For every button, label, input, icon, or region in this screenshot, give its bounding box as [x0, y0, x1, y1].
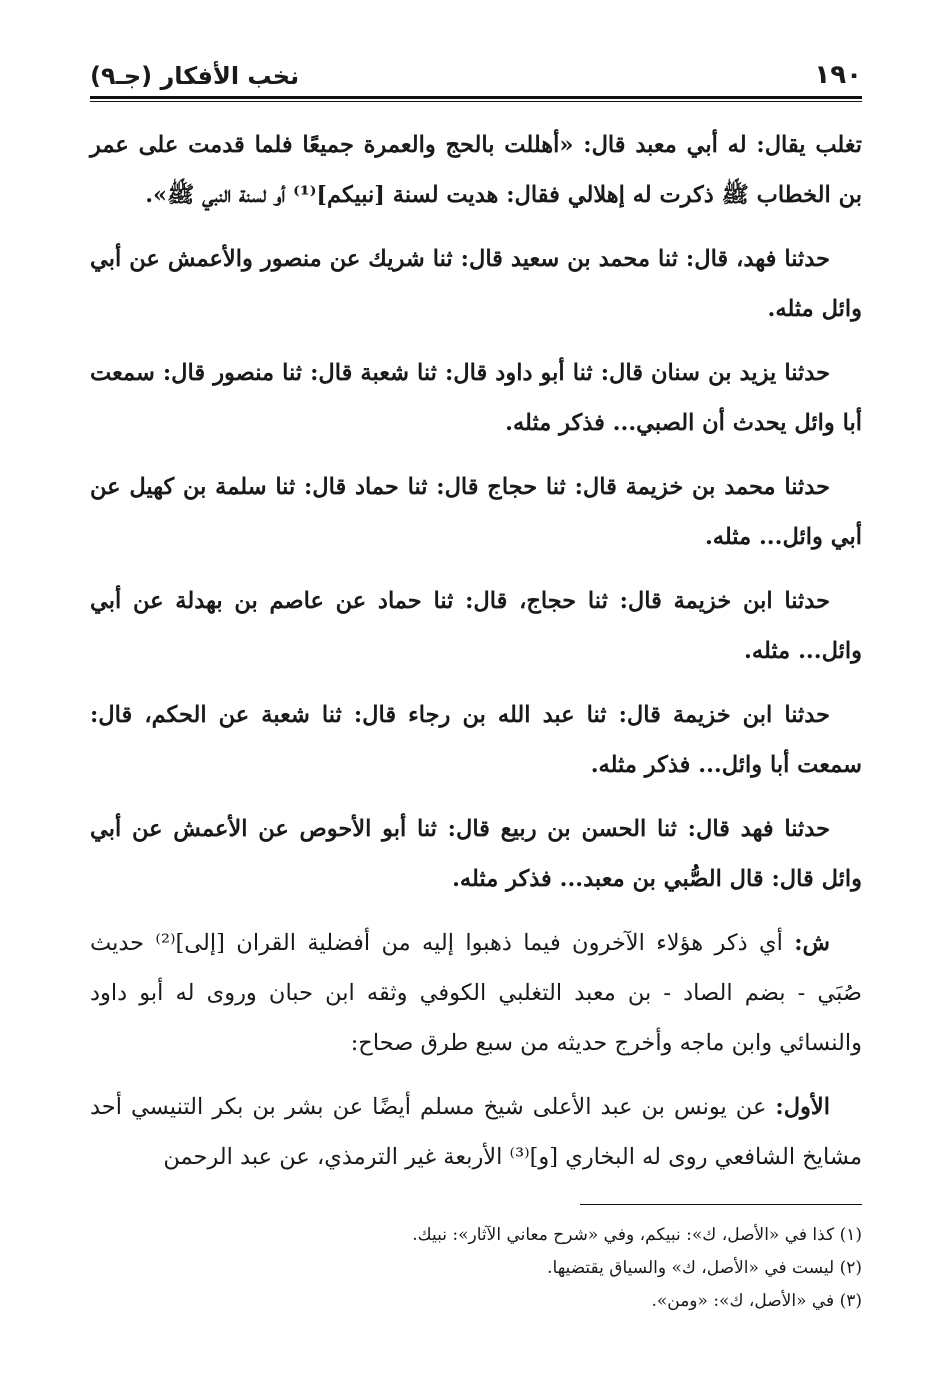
header-rule-thin — [90, 101, 862, 102]
header-rule-thick — [90, 96, 862, 99]
first-path-label: الأول: — [775, 1094, 830, 1120]
commentary-label: ش: — [794, 930, 831, 956]
paragraph-isnad: حدثنا ابن خزيمة قال: ثنا عبد الله بن رجاء قال: ثنا شعبة عن الحكم، قال: سمعت أبا وائل... فذكر مثله. — [90, 702, 862, 778]
first-path-paragraph — [90, 1082, 862, 1182]
paragraph-isnad: حدثنا ابن خزيمة قال: ثنا حجاج، قال: ثنا حماد عن عاصم بن بهدلة عن أبي وائل... مثله. — [90, 588, 862, 664]
paragraph-isnad: حدثنا محمد بن خزيمة قال: ثنا حجاج قال: ثنا حماد قال: ثنا سلمة بن كهيل عن أبي وائل... مثله. — [90, 474, 862, 550]
footnote-2: (٢) ليست في «الأصل، ك» والسياق يقتضيها. — [547, 1258, 862, 1278]
footnote-1: (١) كذا في «الأصل، ك»: نبيكم، وفي «شرح معاني الآثار»: نبيك. — [412, 1225, 862, 1245]
commentary-text: أي ذكر هؤلاء الآخرون فيما ذهبوا إليه من أفضلية القران [إلى]⁽²⁾ حديث صُبَي - بضم الصاد - بن معبد التغلبي الكوفي وثقه ابن حبان وروى له أبو داود والنسائي وابن ماجه وأخرج حديثه من سبع طرق صحاح: — [90, 930, 862, 1056]
footnote-3: (٣) في «الأصل، ك»: «ومن». — [651, 1291, 862, 1311]
paragraph-narration-end: تغلب يقال: له أبي معبد قال: «أهللت بالحج والعمرة جميعًا فلما قدمت على عمر بن الخطاب ﷺ ذكرت له إهلالي فقال: هديت لسنة [نبيكم]⁽¹⁾ أو لسنة النبي ﷺ». — [90, 132, 862, 208]
running-title: نخب الأفكار (جـ٩) — [90, 62, 300, 90]
first-path-text: عن يونس بن عبد الأعلى شيخ مسلم أيضًا عن بشر بن بكر التنيسي أحد مشايخ الشافعي روى له البخاري [و]⁽³⁾ الأربعة غير الترمذي، عن عبد الرحمن — [90, 1094, 862, 1170]
paragraph-isnad: حدثنا فهد، قال: ثنا محمد بن سعيد قال: ثنا شريك عن منصور والأعمش عن أبي وائل مثله. — [90, 246, 862, 322]
paragraph-isnad: حدثنا فهد قال: ثنا الحسن بن ربيع قال: ثنا أبو الأحوص عن الأعمش عن أبي وائل قال: قال الصُّبي بن معبد... فذكر مثله. — [90, 816, 862, 892]
commentary-paragraph — [90, 918, 862, 1068]
book-page — [90, 44, 862, 1344]
footnotes — [90, 1219, 862, 1318]
page-number: ١٩٠ — [814, 60, 862, 90]
page-header — [90, 44, 862, 94]
footnote-separator — [580, 1204, 862, 1205]
paragraph-isnad: حدثنا يزيد بن سنان قال: ثنا أبو داود قال: ثنا شعبة قال: ثنا منصور قال: سمعت أبا وائل يحدث أن الصبي... فذكر مثله. — [90, 360, 862, 436]
main-text — [90, 120, 862, 1182]
